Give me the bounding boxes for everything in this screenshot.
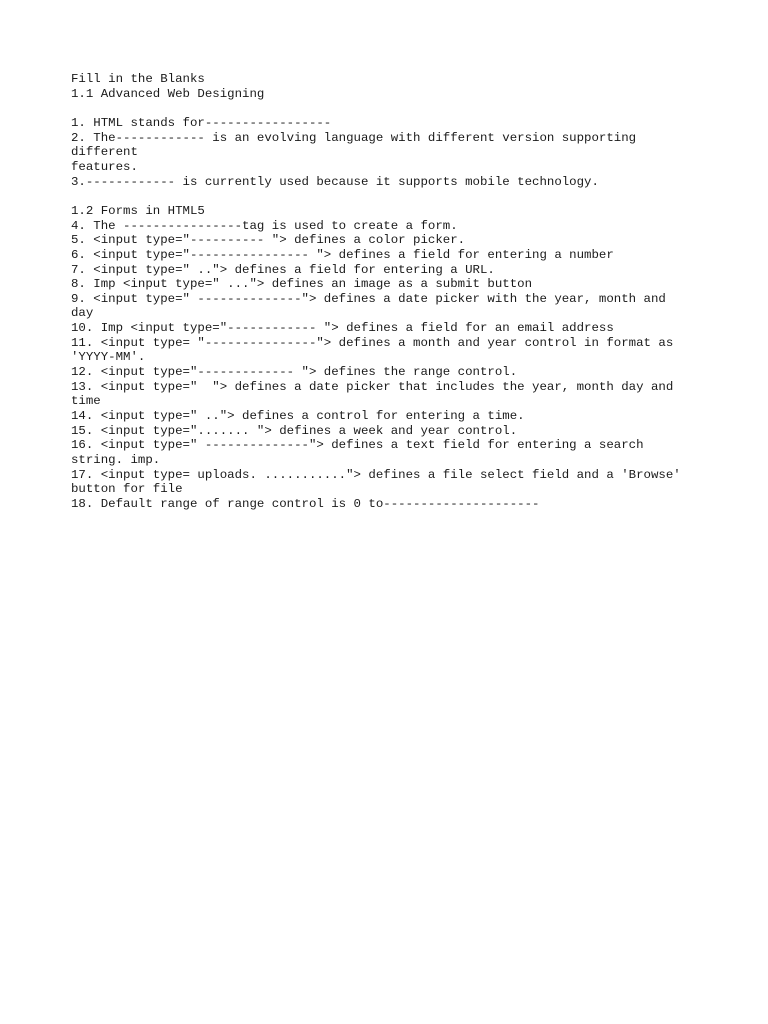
question-line: 17. <input type= uploads. ..........."> defines a file select field and a 'Browse' bbox=[71, 467, 681, 482]
question-line: 13. <input type=" "> defines a date picker that includes the year, month day and bbox=[71, 379, 674, 394]
question-line: 16. <input type=" --------------"> defines a text field for entering a search bbox=[71, 438, 644, 453]
section-1-questions bbox=[71, 116, 701, 189]
question-line: 4. The ----------------tag is used to create a form. bbox=[71, 218, 458, 233]
document-title: Fill in the Blanks bbox=[71, 72, 205, 86]
question-line: 10. Imp <input type="------------ "> defines a field for an email address bbox=[71, 321, 614, 336]
question-line: 11. <input type= "---------------"> defines a month and year control in format as bbox=[71, 335, 674, 350]
section-2-questions bbox=[71, 219, 701, 512]
question-line: 1. HTML stands for----------------- bbox=[71, 115, 332, 130]
question-line: 2. The------------ is an evolving language with different version supporting bbox=[71, 130, 637, 145]
question-line: 8. Imp <input type=" ..."> defines an image as a submit button bbox=[71, 277, 533, 292]
blank-line bbox=[71, 101, 701, 116]
question-line: 7. <input type=" .."> defines a field for entering a URL. bbox=[71, 262, 495, 277]
section-1-heading: 1.1 Advanced Web Designing bbox=[71, 86, 265, 101]
question-line: 5. <input type="---------- "> defines a color picker. bbox=[71, 233, 466, 248]
question-line: day bbox=[71, 306, 94, 321]
question-line: 'YYYY-MM'. bbox=[71, 350, 146, 365]
question-line: button for file bbox=[71, 482, 183, 497]
question-line: 14. <input type=" .."> defines a control for entering a time. bbox=[71, 409, 525, 424]
question-line: 3.------------ is currently used because it supports mobile technology. bbox=[71, 174, 599, 189]
question-line: different bbox=[71, 145, 138, 160]
section-2-heading: 1.2 Forms in HTML5 bbox=[71, 203, 205, 218]
question-line: time bbox=[71, 394, 101, 409]
question-line: string. imp. bbox=[71, 453, 161, 468]
question-line: 9. <input type=" --------------"> defines a date picker with the year, month and bbox=[71, 291, 666, 306]
question-line: features. bbox=[71, 159, 138, 174]
question-line: 6. <input type="---------------- "> defines a field for entering a number bbox=[71, 247, 614, 262]
blank-line bbox=[71, 189, 701, 204]
question-line: 18. Default range of range control is 0 to--------------------- bbox=[71, 497, 540, 511]
document-page bbox=[71, 72, 701, 512]
question-line: 15. <input type="....... "> defines a week and year control. bbox=[71, 423, 518, 438]
question-line: 12. <input type="------------- "> defines the range control. bbox=[71, 365, 518, 380]
